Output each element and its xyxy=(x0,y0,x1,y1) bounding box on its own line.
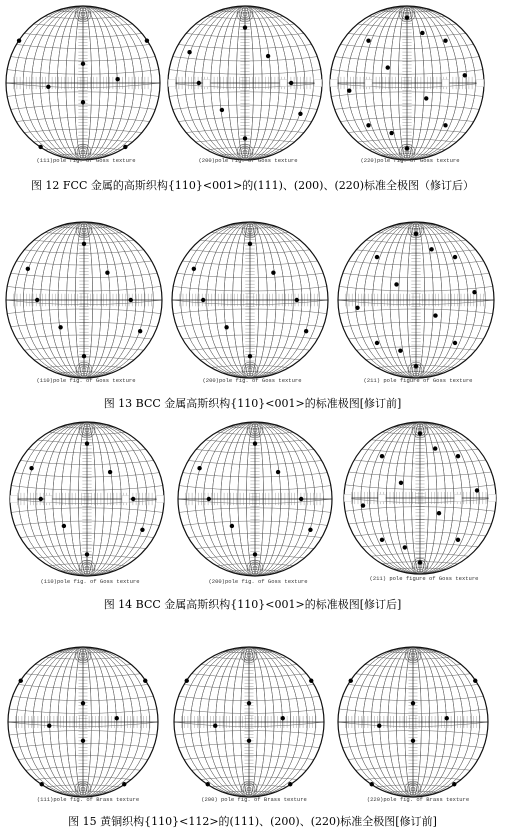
pole-dot xyxy=(62,524,66,528)
pole-dot xyxy=(253,552,257,556)
pole-dot xyxy=(81,100,85,104)
plot-label: (200)pole fig. of Goss texture xyxy=(208,578,308,585)
plot-label: (220)pole fig. of Goss texture xyxy=(360,157,460,164)
plot-label: (200) pole fig. of Brass texture xyxy=(201,796,307,803)
pole-dot xyxy=(289,81,293,85)
pole-dot xyxy=(453,255,457,259)
wulff-net xyxy=(342,420,498,576)
pole-dot xyxy=(443,38,447,42)
pole-dot xyxy=(304,329,308,333)
wulff-net xyxy=(4,220,164,380)
pole-dot xyxy=(443,123,447,127)
pole-dot xyxy=(347,89,351,93)
blank-marker xyxy=(489,495,496,502)
pole-dot xyxy=(309,679,313,683)
blank-marker xyxy=(280,80,287,87)
pole-dot xyxy=(85,552,89,556)
pole-dot xyxy=(85,441,89,445)
pole-dot xyxy=(115,716,119,720)
pole-dot xyxy=(411,701,415,705)
pole-dot xyxy=(230,524,234,528)
pole-dot xyxy=(213,724,217,728)
pole-figure-12-1 xyxy=(4,4,162,162)
pole-dot xyxy=(394,282,398,286)
pole-dot xyxy=(266,54,270,58)
pole-dot xyxy=(82,242,86,246)
wulff-net xyxy=(8,420,166,578)
pole-dot xyxy=(35,298,39,302)
pole-figure-12-2 xyxy=(166,4,324,162)
blank-marker xyxy=(45,496,52,503)
pole-dot xyxy=(429,247,433,251)
wulff-net xyxy=(4,4,162,162)
pole-dot xyxy=(403,545,407,549)
pole-dot xyxy=(366,123,370,127)
pole-dot xyxy=(108,470,112,474)
wulff-net xyxy=(172,645,326,799)
pole-dot xyxy=(243,25,247,29)
pole-dot xyxy=(456,454,460,458)
pole-dot xyxy=(197,81,201,85)
pole-dot xyxy=(295,298,299,302)
pole-dot xyxy=(405,146,409,150)
pole-figure-14-1 xyxy=(8,420,166,578)
pole-dot xyxy=(375,341,379,345)
wulff-net xyxy=(336,220,496,380)
pole-dot xyxy=(248,354,252,358)
pole-dot xyxy=(411,739,415,743)
plot-label: (220)pole fig. of Brass texture xyxy=(366,796,470,803)
pole-dot xyxy=(129,298,133,302)
wulff-net xyxy=(6,645,160,799)
pole-dot xyxy=(424,96,428,100)
pole-figure-15-3 xyxy=(336,645,490,799)
pole-dot xyxy=(456,538,460,542)
pole-figure-13-1 xyxy=(4,220,164,380)
plot-label: (211) pole figure of Goss texture xyxy=(369,575,479,582)
pole-dot xyxy=(47,724,51,728)
pole-dot xyxy=(29,466,33,470)
pole-dot xyxy=(38,145,42,149)
plot-label: (200)pole fig. of Goss texture xyxy=(198,157,298,164)
pole-dot xyxy=(243,136,247,140)
pole-dot xyxy=(276,470,280,474)
pole-dot xyxy=(253,441,257,445)
pole-dot xyxy=(380,538,384,542)
pole-dot xyxy=(475,488,479,492)
pole-dot xyxy=(271,271,275,275)
pole-dot xyxy=(375,255,379,259)
blank-marker xyxy=(168,80,175,87)
pole-dot xyxy=(308,528,312,532)
pole-dot xyxy=(370,782,374,786)
blank-marker xyxy=(122,496,129,503)
plot-label: (200)pole fig. of Goss texture xyxy=(202,377,302,384)
blank-marker xyxy=(330,80,337,87)
pole-dot xyxy=(453,341,457,345)
blank-marker xyxy=(344,495,351,502)
pole-dot xyxy=(380,454,384,458)
pole-dot xyxy=(220,108,224,112)
pole-dot xyxy=(389,131,393,135)
pole-dot xyxy=(433,446,437,450)
wulff-net xyxy=(336,645,490,799)
pole-dot xyxy=(418,560,422,564)
pole-dot xyxy=(123,145,127,149)
wulff-net xyxy=(166,4,324,162)
plot-label: (111)pole fig. of Brass texture xyxy=(36,796,140,803)
wulff-net xyxy=(170,220,330,380)
pole-dot xyxy=(399,481,403,485)
pole-figure-15-2 xyxy=(172,645,326,799)
pole-dot xyxy=(281,716,285,720)
pole-dot xyxy=(187,50,191,54)
pole-dot xyxy=(386,65,390,69)
pole-dot xyxy=(131,497,135,501)
pole-figure-13-3 xyxy=(336,220,496,380)
pole-dot xyxy=(206,782,210,786)
pole-dot xyxy=(138,329,142,333)
pole-dot xyxy=(472,290,476,294)
pole-figure-14-2 xyxy=(176,420,334,578)
pole-dot xyxy=(224,325,228,329)
pole-dot xyxy=(40,782,44,786)
plot-label: (110)pole fig. of Goss texture xyxy=(40,578,140,585)
pole-dot xyxy=(473,679,477,683)
wulff-net xyxy=(176,420,334,578)
pole-dot xyxy=(140,528,144,532)
figure-caption: 图 12 FCC 金属的高斯织构{110}<001>的(111)、(200)、(220)标准全极图（修订后） xyxy=(30,179,475,192)
pole-dot xyxy=(19,679,23,683)
pole-dot xyxy=(366,38,370,42)
pole-dot xyxy=(192,267,196,271)
pole-dot xyxy=(115,77,119,81)
pole-figure-14-3 xyxy=(342,420,498,576)
figure-caption: 图 15 黄铜织构{110}<112>的(111)、(200)、(220)标准全极图[修订前] xyxy=(68,815,437,828)
pole-dot xyxy=(81,701,85,705)
pole-dot xyxy=(185,679,189,683)
blank-marker xyxy=(477,80,484,87)
pole-dot xyxy=(17,38,21,42)
blank-marker xyxy=(10,496,17,503)
figure-caption: 图 13 BCC 金属高斯织构{110}<001>的标准极图[修订前] xyxy=(103,397,402,410)
pole-dot xyxy=(248,242,252,246)
pole-dot xyxy=(26,267,30,271)
pole-dot xyxy=(207,497,211,501)
pole-dot xyxy=(463,73,467,77)
figure-caption: 图 14 BCC 金属高斯织构{110}<001>的标准极图[修订后] xyxy=(103,598,402,611)
pole-dot xyxy=(414,364,418,368)
pole-dot xyxy=(377,724,381,728)
pole-dot xyxy=(46,85,50,89)
pole-dot xyxy=(58,325,62,329)
pole-dot xyxy=(81,739,85,743)
pole-dot xyxy=(39,497,43,501)
pole-figure-15-1 xyxy=(6,645,160,799)
pole-dot xyxy=(420,31,424,35)
pole-dot xyxy=(433,313,437,317)
pole-dot xyxy=(437,511,441,515)
pole-dot xyxy=(398,349,402,353)
pole-dot xyxy=(414,232,418,236)
blank-marker xyxy=(157,496,164,503)
pole-dot xyxy=(197,466,201,470)
plot-label: (110)pole fig. of Goss texture xyxy=(36,377,136,384)
pole-dot xyxy=(105,271,109,275)
pole-dot xyxy=(355,306,359,310)
pole-dot xyxy=(298,112,302,116)
blank-marker xyxy=(365,80,372,87)
pole-dot xyxy=(145,38,149,42)
blank-marker xyxy=(379,495,386,502)
pole-figure-12-3 xyxy=(328,4,486,162)
pole-dot xyxy=(452,782,456,786)
pole-dot xyxy=(299,497,303,501)
pole-dot xyxy=(82,354,86,358)
wulff-net xyxy=(328,4,486,162)
pole-dot xyxy=(349,679,353,683)
plot-label: (111)pole fig. of Goss texture xyxy=(36,157,136,164)
pole-dot xyxy=(143,679,147,683)
pole-dot xyxy=(122,782,126,786)
plot-label: (211) pole figure of Goss texture xyxy=(363,377,473,384)
pole-dot xyxy=(81,62,85,66)
pole-dot xyxy=(288,782,292,786)
blank-marker xyxy=(442,80,449,87)
pole-dot xyxy=(418,431,422,435)
pole-dot xyxy=(247,739,251,743)
pole-dot xyxy=(247,701,251,705)
pole-dot xyxy=(445,716,449,720)
pole-dot xyxy=(361,503,365,507)
pole-dot xyxy=(405,15,409,19)
pole-figure-13-2 xyxy=(170,220,330,380)
pole-dot xyxy=(201,298,205,302)
blank-marker xyxy=(315,80,322,87)
blank-marker xyxy=(455,495,462,502)
blank-marker xyxy=(203,80,210,87)
